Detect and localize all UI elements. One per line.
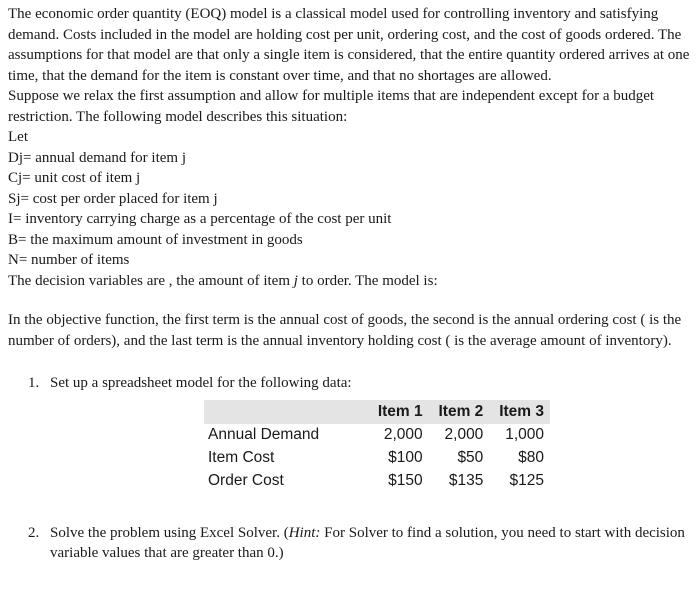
objective-function-paragraph: In the objective function, the first term is the annual cost of goods, the second is the annual ordering cost ( is the number of orders), and the last term is the annual inventory holding cost ( is the average amount of inventory). [8,312,682,349]
table-cell: 1,000 [505,426,544,443]
table-header-item-3: Item 3 [489,400,550,424]
table-header-row [204,400,550,424]
table-header-item-2: Item 2 [429,400,490,424]
definitions-list [8,148,692,271]
question-2-number: 2. [28,524,40,541]
decision-variable-j: j [293,272,298,289]
table-cell: $150 [388,472,423,489]
question-2 [8,523,692,564]
hint-label: Hint: [288,524,321,541]
question-2-text [50,523,692,564]
question-list [8,373,692,564]
table-row [204,447,550,470]
row-label-item-cost: Item Cost [208,449,275,466]
table-row [204,470,550,493]
table-header-item-1: Item 1 [368,400,429,424]
table-cell: $50 [457,449,484,466]
table-cell: $80 [518,449,544,466]
table-header-blank [204,400,368,424]
question-1-text: Set up a spreadsheet model for the following data: [50,375,352,391]
table-row [204,424,550,447]
definition-order-cost: Sj= cost per order placed for item j [8,190,218,207]
question-1-number: 1. [28,375,40,391]
item-data-table [204,400,550,493]
definition-budget: B= the maximum amount of investment in goods [8,231,303,248]
definition-number-items: N= number of items [8,252,130,268]
row-label-annual-demand: Annual Demand [208,426,320,443]
table-cell: 2,000 [383,426,423,443]
row-label-order-cost: Order Cost [208,472,284,489]
definition-unit-cost: Cj= unit cost of item j [8,170,141,186]
decision-variables-sentence [8,271,692,292]
let-label: Let [8,129,28,145]
question-1 [8,373,692,394]
data-table-wrapper [204,400,554,493]
intro-paragraph-relaxation: Suppose we relax the first assumption and allow for multiple items that are independent except for a budget restriction. The following model describes this situation: [8,88,655,125]
table-cell: 2,000 [444,426,484,443]
question-2-text-after-hint: For Solver to find a solution, you need to start with decision variable values that are greater than 0.) [50,524,685,561]
decision-suffix: to order. The model is: [297,272,438,289]
table-cell: $125 [509,472,544,489]
definition-carrying-charge: I= inventory carrying charge as a percentage of the cost per unit [8,211,392,227]
table-cell: $100 [388,449,423,466]
intro-paragraph-eoq: The economic order quantity (EOQ) model is a classical model used for controlling inventory and satisfying demand. Costs included in the model are holding cost per unit, ordering cost, and the cost of goods ordered. The assumptions for that model are that only a single item is considered, that the entire quantity ordered arrives at one time, that the demand for the item is constant over time, and that no shortages are allowed. [8,6,690,84]
question-2-text-before-hint: Solve the problem using Excel Solver. ( [50,524,289,541]
decision-prefix: The decision variables are , the amount of item [8,272,294,289]
table-cell: $135 [448,472,484,489]
definition-demand: Dj= annual demand for item j [8,149,186,166]
